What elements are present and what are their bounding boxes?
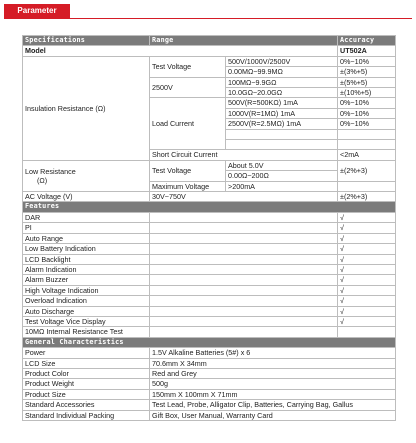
blank-cell [338, 140, 396, 150]
tab-underline [4, 18, 412, 19]
low-resistance-label-line2: (Ω) [37, 175, 48, 185]
feature-name: LCD Backlight [23, 254, 150, 264]
general-value: 150mm X 100mm X 71mm [150, 389, 396, 399]
check-mark: √ [338, 285, 396, 295]
feature-name: Alarm Indication [23, 264, 150, 274]
low-res-test-voltage-line2: 0.00Ω~200Ω [226, 171, 338, 181]
check-mark: √ [338, 306, 396, 316]
ac-voltage-label: AC Voltage (V) [23, 192, 150, 202]
features-header: Features [23, 202, 396, 212]
model-row [23, 46, 396, 56]
general-header: General Characteristics [23, 337, 396, 347]
blank-cell [150, 285, 338, 295]
blank-cell [150, 275, 338, 285]
table-row [23, 192, 396, 202]
general-row [23, 410, 396, 420]
blank-cell [226, 140, 338, 150]
feature-name: Auto Discharge [23, 306, 150, 316]
feature-name: High Voltage Indication [23, 285, 150, 295]
range-value: 10.0GΩ~20.0GΩ [226, 88, 338, 98]
blank-cell [150, 306, 338, 316]
check-mark: √ [338, 254, 396, 264]
load-acc: 0%~10% [338, 108, 396, 118]
table-row [23, 56, 396, 66]
blank-cell [226, 129, 338, 139]
range-value: 100MΩ~9.9GΩ [226, 77, 338, 87]
general-row [23, 368, 396, 378]
low-resistance-label [23, 160, 150, 191]
ac-voltage-acc: ±(2%+3) [338, 192, 396, 202]
load-value: 2500V(R=2.5MΩ) 1mA [226, 119, 338, 129]
max-voltage-label: Maximum Voltage [150, 181, 226, 191]
blank-cell [150, 244, 338, 254]
general-row [23, 358, 396, 368]
feature-name: Auto Range [23, 233, 150, 243]
general-row [23, 348, 396, 358]
feature-name: DAR [23, 212, 150, 222]
short-circuit-label: Short Circuit Current [150, 150, 338, 160]
general-row [23, 379, 396, 389]
range-value: 0.00MΩ~99.9MΩ [226, 67, 338, 77]
feature-name: PI [23, 223, 150, 233]
spec-table [22, 35, 396, 421]
check-mark: √ [338, 212, 396, 222]
blank-cell [150, 223, 338, 233]
range-acc: ±(10%+5) [338, 88, 396, 98]
feature-row [23, 296, 396, 306]
table-row [23, 160, 396, 170]
low-res-test-voltage-label: Test Voltage [150, 160, 226, 181]
short-circuit-acc: <2mA [338, 150, 396, 160]
spec-header-row [23, 36, 396, 46]
feature-row [23, 306, 396, 316]
general-value: Red and Grey [150, 368, 396, 378]
blank-cell [150, 296, 338, 306]
general-name: Product Color [23, 368, 150, 378]
general-name: Standard Accessories [23, 400, 150, 410]
feature-row [23, 327, 396, 337]
general-value: 500g [150, 379, 396, 389]
model-label: Model [23, 46, 338, 56]
feature-row [23, 212, 396, 222]
tab-parameter[interactable]: Parameter [4, 4, 70, 18]
feature-name: Alarm Buzzer [23, 275, 150, 285]
low-res-test-voltage-line1: About 5.0V [226, 160, 338, 170]
general-value: Gift Box, User Manual, Warranty Card [150, 410, 396, 420]
feature-row [23, 254, 396, 264]
check-mark: √ [338, 233, 396, 243]
load-value: 500V(R=500KΩ) 1mA [226, 98, 338, 108]
feature-row [23, 316, 396, 326]
check-mark: √ [338, 275, 396, 285]
ac-voltage-value: 30V~750V [150, 192, 338, 202]
blank-cell [338, 129, 396, 139]
insulation-test-voltage-acc: 0%~10% [338, 56, 396, 66]
load-acc: 0%~10% [338, 119, 396, 129]
feature-name: Overload Indication [23, 296, 150, 306]
blank-cell [150, 316, 338, 326]
header-specifications: Specifications [23, 36, 150, 46]
general-value: Test Lead, Probe, Alligator Clip, Batteries, Carrying Bag, Gallus [150, 400, 396, 410]
blank-cell [150, 212, 338, 222]
general-row [23, 389, 396, 399]
feature-name: 10MΩ Internal Resistance Test [23, 327, 150, 337]
check-mark: √ [338, 296, 396, 306]
load-acc: 0%~10% [338, 98, 396, 108]
blank-cell [150, 264, 338, 274]
check-mark: √ [338, 264, 396, 274]
blank-cell [338, 181, 396, 191]
general-name: Product Size [23, 389, 150, 399]
blank-cell [150, 327, 338, 337]
load-value: 1000V(R=1MΩ) 1mA [226, 108, 338, 118]
range-acc: ±(5%+5) [338, 77, 396, 87]
general-value: 70.6mm X 34mm [150, 358, 396, 368]
features-header-row [23, 202, 396, 212]
general-row [23, 400, 396, 410]
header-accuracy: Accuracy [338, 36, 396, 46]
insulation-range-label: 2500V [150, 77, 226, 98]
low-res-acc: ±(2%+3) [338, 160, 396, 181]
feature-row [23, 264, 396, 274]
max-voltage-value: >200mA [226, 181, 338, 191]
check-mark: √ [338, 244, 396, 254]
feature-row [23, 244, 396, 254]
general-name: Product Weight [23, 379, 150, 389]
insulation-label: Insulation Resistance (Ω) [23, 56, 150, 160]
load-current-label: Load Current [150, 98, 226, 150]
range-acc: ±(3%+5) [338, 67, 396, 77]
general-header-row [23, 337, 396, 347]
header-range: Range [150, 36, 338, 46]
low-resistance-label-line1: Low Resistance [25, 166, 76, 176]
general-name: Standard Individual Packing [23, 410, 150, 420]
check-mark [338, 327, 396, 337]
model-value: UT502A [338, 46, 396, 56]
blank-cell [150, 254, 338, 264]
general-name: Power [23, 348, 150, 358]
insulation-test-voltage-value: 500V/1000V/2500V [226, 56, 338, 66]
feature-row [23, 233, 396, 243]
blank-cell [150, 233, 338, 243]
check-mark: √ [338, 223, 396, 233]
feature-name: Low Battery Indication [23, 244, 150, 254]
insulation-test-voltage-label: Test Voltage [150, 56, 226, 77]
feature-row [23, 223, 396, 233]
general-value: 1.5V Alkaline Batteries (5#) x 6 [150, 348, 396, 358]
feature-row [23, 275, 396, 285]
check-mark: √ [338, 316, 396, 326]
feature-row [23, 285, 396, 295]
general-name: LCD Size [23, 358, 150, 368]
feature-name: Test Voltage Vice Display [23, 316, 150, 326]
